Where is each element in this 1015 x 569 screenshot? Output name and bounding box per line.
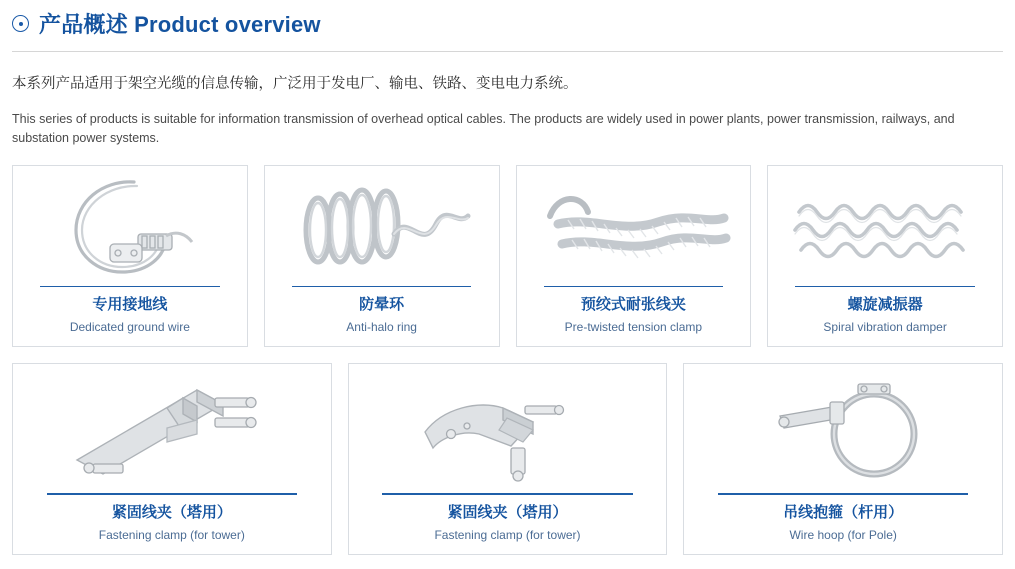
product-card[interactable] (12, 363, 332, 555)
page-header (12, 0, 1003, 47)
card-title-en: Wire hoop (for Pole) (789, 527, 897, 542)
card-title-en: Dedicated ground wire (69, 319, 190, 334)
card-title-en: Spiral vibration damper (823, 319, 947, 334)
card-title-cn: 防晕环 (359, 296, 405, 314)
anti-halo-ring-image (275, 176, 489, 284)
card-divider (718, 493, 968, 495)
card-title-cn: 紧固线夹（塔用） (447, 504, 568, 522)
card-title-en: Fastening clamp (for tower) (434, 527, 581, 542)
tension-clamp-image (527, 176, 741, 284)
card-title-cn: 预绞式耐张线夹 (580, 296, 686, 314)
card-title-cn: 螺旋减振器 (847, 296, 923, 314)
card-title-cn: 吊线抱箍（杆用） (783, 504, 904, 522)
card-title-cn: 专用接地线 (92, 296, 168, 314)
card-title-en: Fastening clamp (for tower) (98, 527, 245, 542)
intro-paragraph-en: This series of products is suitable for information transmission of overhead optical cables. The products are widely used in power plants, power transmission, railways, and substation power systems. (12, 111, 955, 146)
wire-hoop-pole-image (694, 374, 992, 492)
card-divider (382, 493, 632, 495)
fastening-clamp-tower-image-1 (23, 374, 321, 492)
product-grid-row-2 (12, 363, 1003, 555)
card-divider (544, 286, 724, 288)
product-card[interactable] (12, 165, 248, 347)
page-title: 产品概述 Product overview (39, 12, 321, 37)
card-divider (292, 286, 472, 288)
product-card[interactable] (348, 363, 668, 555)
header-divider (12, 51, 1003, 52)
product-card[interactable] (683, 363, 1003, 555)
card-divider (795, 286, 975, 288)
product-card[interactable] (264, 165, 500, 347)
card-title-en: Anti-halo ring (346, 319, 417, 334)
product-grid-row-1 (12, 165, 1003, 347)
vibration-damper-image (778, 176, 992, 284)
circle-dot-icon (12, 15, 29, 32)
card-divider (47, 493, 297, 495)
intro-paragraph-cn: 本系列产品适用于架空光缆的信息传输，广泛用于发电厂、输电、铁路、变电电力系统。 (12, 76, 578, 92)
card-title-en: Pre-twisted tension clamp (564, 319, 703, 334)
card-divider (40, 286, 220, 288)
ground-wire-image (23, 176, 237, 284)
product-card[interactable] (516, 165, 752, 347)
product-card[interactable] (767, 165, 1003, 347)
fastening-clamp-tower-image-2 (359, 374, 657, 492)
card-title-cn: 紧固线夹（塔用） (111, 504, 232, 522)
